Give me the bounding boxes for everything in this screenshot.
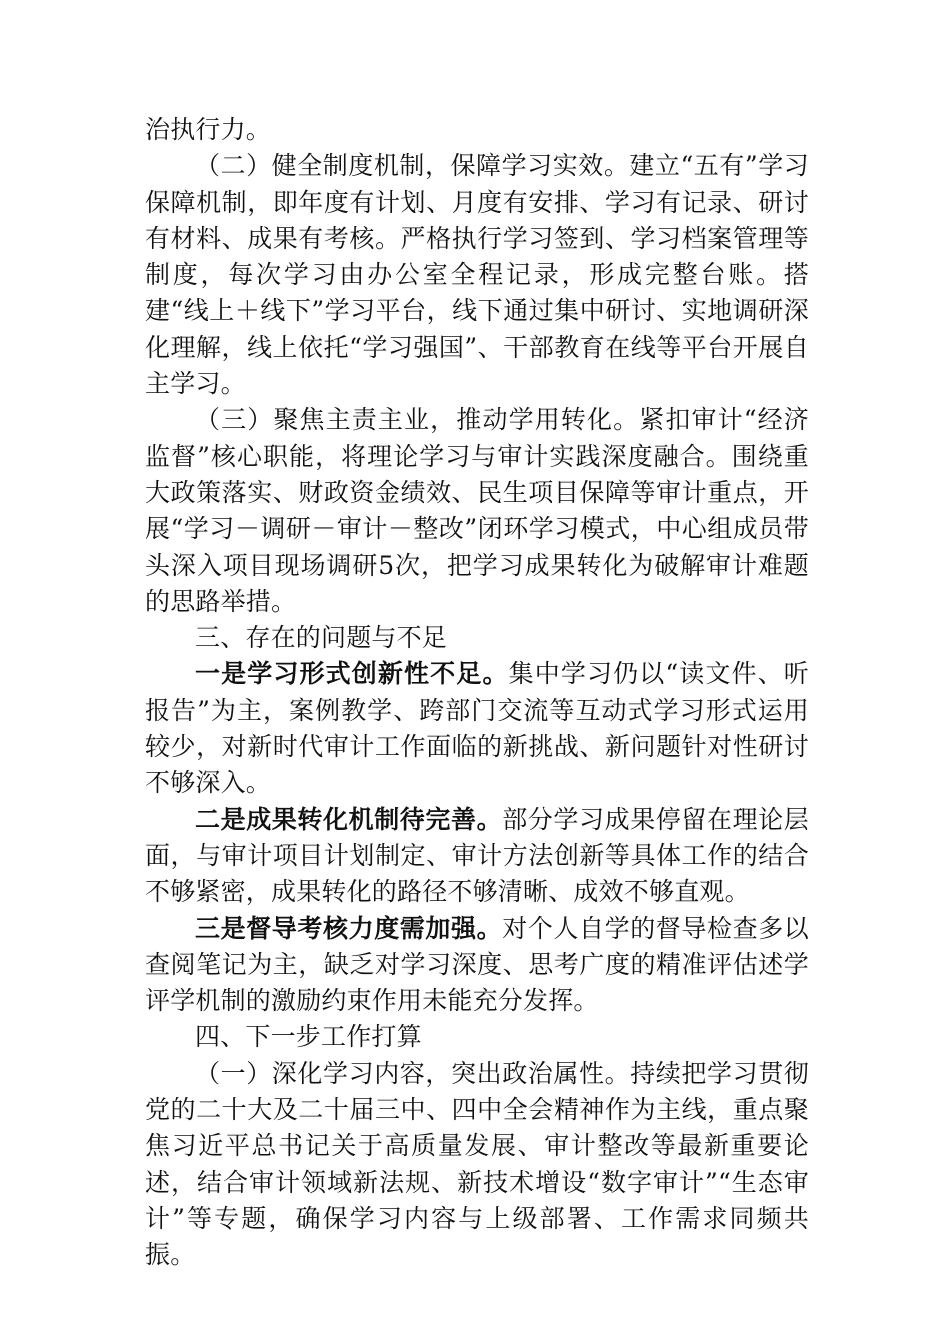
paragraph-deepen-learning: （一）深化学习内容，突出政治属性。持续把学习贯彻党的二十大及二十届三中、四中全会精神作为主线，重点聚焦习近平总书记关于高质量发展、审计整改等最新重要论述，结合审计领域新法规、新技术增设“数字审计”“生态审计”等专题，确保学习内容与上级部署、工作需求同频共振。: [145, 1058, 809, 1270]
paragraph-problem-1: [145, 656, 809, 801]
problem-2-text: 部分学习成果停留在理论层面，与审计项目计划制定、审计方法创新等具体工作的结合不够紧密，成果转化的路径不够清晰、成效不够直观。: [145, 804, 809, 907]
section-heading-next-steps: 四、下一步工作打算: [195, 1022, 422, 1052]
section-heading-problems: 三、存在的问题与不足: [195, 623, 448, 653]
paragraph-problem-2: [145, 802, 809, 911]
paragraph-continuation: 治执行力。: [145, 115, 272, 144]
paragraph-focus-duties: （三）聚焦主责主业，推动学用转化。紧扣审计“经济监督”核心职能，将理论学习与审计实践深度融合。围绕重大政策落实、财政资金绩效、民生项目保障等审计重点，开展“学习－调研－审计－整改”闭环学习模式，中心组成员带头深入项目现场调研5次，把学习成果转化为破解审计难题的思路举措。: [145, 405, 809, 616]
problem-3-lead: 三是督导考核力度需加强。: [195, 913, 503, 943]
document-body: [145, 112, 809, 1274]
paragraph-problem-3: [145, 911, 809, 1020]
problem-1-text: 集中学习仍以“读文件、听报告”为主，案例教学、跨部门交流等互动式学习形式运用较少，对新时代审计工作面临的新挑战、新问题针对性研讨不够深入。: [145, 659, 809, 798]
problem-1-lead: 一是学习形式创新性不足。: [195, 659, 509, 689]
paragraph-system-mechanism: （二）健全制度机制，保障学习实效。建立“五有”学习保障机制，即年度有计划、月度有安排、学习有记录、研讨有材料、成果有考核。严格执行学习签到、学习档案管理等制度，每次学习由办公室全程记录，形成完整台账。搭建“线上＋线下”学习平台，线下通过集中研讨、实地调研深化理解，线上依托“学习强国”、干部教育在线等平台开展自主学习。: [145, 151, 809, 399]
problem-3-text: 对个人自学的督导检查多以查阅笔记为主，缺乏对学习深度、思考广度的精准评估述学评学机制的激励约束作用未能充分发挥。: [145, 913, 809, 1016]
problem-2-lead: 二是成果转化机制待完善。: [195, 804, 503, 834]
